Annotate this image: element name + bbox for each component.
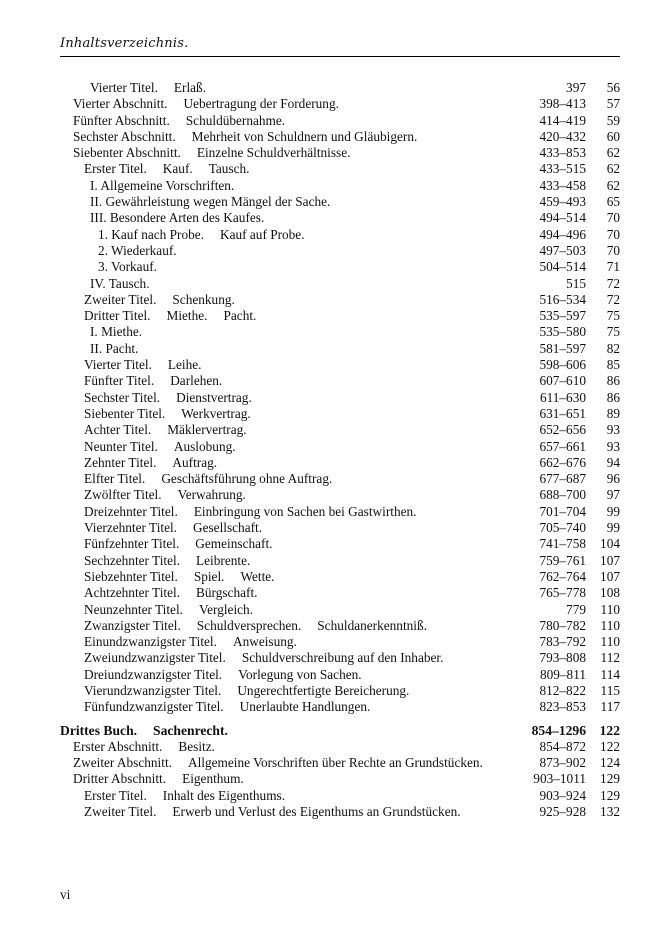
toc-entry-label-part: Werkvertrag. bbox=[181, 405, 251, 421]
toc-entry-label bbox=[60, 723, 496, 739]
toc-entry-label bbox=[98, 243, 496, 259]
toc-entry-paragraph-range: 925–928 bbox=[539, 804, 586, 820]
toc-entry bbox=[60, 788, 620, 804]
toc-entry-label bbox=[84, 161, 496, 177]
toc-entry-label-part: Erlaß. bbox=[173, 80, 207, 95]
toc-entry-label-part: Elfter Titel. bbox=[84, 471, 146, 487]
toc-entry-label-part: Kauf. bbox=[162, 161, 193, 177]
toc-entry bbox=[60, 259, 620, 275]
toc-entry-paragraph-range: 433–515 bbox=[539, 161, 586, 177]
toc-entry-paragraph-range: 652–656 bbox=[539, 422, 586, 438]
toc-entry-label bbox=[84, 602, 496, 618]
toc-entry-label-part: Fünfzehnter Titel. bbox=[84, 536, 180, 552]
toc-entry bbox=[60, 178, 620, 194]
toc-entry-label-part: Achter Titel. bbox=[84, 422, 152, 438]
toc-entry-paragraph-range: 631–651 bbox=[539, 405, 586, 421]
toc-entry-label bbox=[73, 755, 496, 771]
toc-entry-label bbox=[84, 553, 496, 569]
toc-entry-paragraph-range: 873–902 bbox=[539, 755, 586, 771]
toc-entry-page-number: 70 bbox=[606, 210, 620, 226]
toc-entry-label-part: II. Gewährleistung wegen Mängel der Sache. bbox=[90, 194, 331, 210]
toc-entry bbox=[60, 667, 620, 683]
toc-entry-page-number: 62 bbox=[606, 145, 620, 161]
toc-entry-paragraph-range: 780–782 bbox=[539, 617, 586, 633]
toc-entry bbox=[60, 292, 620, 308]
toc-entry-page-number: 99 bbox=[606, 520, 620, 536]
toc-entry-page-number: 96 bbox=[606, 471, 620, 487]
toc-entry-label-part: Bürgschaft. bbox=[196, 585, 258, 601]
toc-entry-label bbox=[73, 739, 496, 755]
toc-entry-label-part: Gesellschaft. bbox=[193, 520, 263, 536]
toc-entry-label bbox=[84, 308, 496, 324]
toc-entry-label-part: Zweiter Titel. bbox=[84, 291, 157, 307]
toc-entry-page-number: 124 bbox=[600, 755, 620, 771]
toc-entry-label bbox=[84, 390, 496, 406]
toc-entry-label-part: Vierter Titel. bbox=[90, 80, 158, 95]
toc-entry-page-number: 72 bbox=[606, 275, 620, 291]
toc-entry-label-part: Siebenter Abschnitt. bbox=[73, 145, 181, 161]
toc-entry-label bbox=[84, 471, 496, 487]
toc-entry-page-number: 97 bbox=[606, 487, 620, 503]
toc-entry-paragraph-range: 459–493 bbox=[539, 194, 586, 210]
toc-entry-label bbox=[73, 129, 496, 145]
toc-entry bbox=[60, 699, 620, 715]
toc-entry-label bbox=[84, 504, 496, 520]
toc-entry-label bbox=[73, 145, 496, 161]
toc-entry bbox=[60, 455, 620, 471]
toc-entry-label-part: Schuldanerkenntniß. bbox=[317, 617, 427, 633]
toc-entry-paragraph-range: 823–853 bbox=[539, 699, 586, 715]
toc-entry-label-part: Neunter Titel. bbox=[84, 438, 158, 454]
toc-entry-label bbox=[84, 455, 496, 471]
toc-entry-label-part: Erster Titel. bbox=[84, 161, 147, 177]
toc-entry-label bbox=[84, 634, 496, 650]
toc-entry-label-part: Achtzehnter Titel. bbox=[84, 585, 181, 601]
toc-entry bbox=[60, 487, 620, 503]
toc-entry-page-number: 93 bbox=[606, 422, 620, 438]
toc-entry-page-number: 107 bbox=[600, 568, 620, 584]
toc-entry-label bbox=[84, 683, 496, 699]
toc-entry-page-number: 89 bbox=[606, 405, 620, 421]
toc-entry-paragraph-range: 657–661 bbox=[539, 438, 586, 454]
toc-entry-label bbox=[90, 341, 496, 357]
toc-entry-label bbox=[90, 210, 496, 226]
toc-entry bbox=[60, 553, 620, 569]
toc-entry-paragraph-range: 762–764 bbox=[539, 568, 586, 584]
toc-entry-label bbox=[84, 373, 496, 389]
toc-entry bbox=[60, 683, 620, 699]
toc-entry-label-part: Leihe. bbox=[167, 357, 202, 373]
toc-entry-page-number: 117 bbox=[600, 699, 620, 715]
toc-entry-label-part: 2. Wiederkauf. bbox=[98, 242, 177, 258]
toc-entry-paragraph-range: 809–811 bbox=[539, 666, 586, 682]
toc-entry-label-part: I. Miethe. bbox=[90, 324, 143, 340]
toc-entry-page-number: 104 bbox=[600, 536, 620, 552]
toc-entry bbox=[60, 210, 620, 226]
toc-entry-paragraph-range: 611–630 bbox=[539, 389, 586, 405]
toc-entry bbox=[60, 536, 620, 552]
toc-entry-label-part: Zwölfter Titel. bbox=[84, 487, 162, 503]
toc-entry-paragraph-range: 793–808 bbox=[539, 650, 586, 666]
toc-entry-label-part: Eigenthum. bbox=[182, 771, 244, 787]
toc-entry bbox=[60, 308, 620, 324]
toc-entry-label-part: Kauf auf Probe. bbox=[219, 226, 305, 242]
toc-entry-paragraph-range: 433–458 bbox=[539, 177, 586, 193]
toc-entry-label-part: Gemeinschaft. bbox=[195, 536, 273, 552]
toc-entry-label-part: Zweiter Abschnitt. bbox=[73, 755, 172, 771]
toc-entry-page-number: 70 bbox=[606, 242, 620, 258]
toc-entry-label-part: Leibrente. bbox=[196, 552, 251, 568]
toc-entry-page-number: 57 bbox=[606, 96, 620, 112]
toc-entry-label-part: Darlehen. bbox=[170, 373, 223, 389]
toc-entry-paragraph-range: 398–413 bbox=[539, 96, 586, 112]
toc-entry-paragraph-range: 516–534 bbox=[539, 291, 586, 307]
toc-entry-page-number: 86 bbox=[606, 373, 620, 389]
toc-entry-label-part: Fünfundzwanzigster Titel. bbox=[84, 699, 224, 715]
toc-entry-page-number: 65 bbox=[606, 194, 620, 210]
toc-entry-label bbox=[84, 487, 496, 503]
toc-entry-label-part: Besitz. bbox=[178, 738, 215, 754]
toc-entry-page-number: 56 bbox=[606, 80, 620, 95]
toc-entry bbox=[60, 755, 620, 771]
toc-entry bbox=[60, 194, 620, 210]
toc-entry-paragraph-range: 854–872 bbox=[539, 738, 586, 754]
toc-entry-label-part: Pacht. bbox=[223, 308, 257, 324]
toc-entry-label-part: II. Pacht. bbox=[90, 340, 139, 356]
toc-entry-paragraph-range: 662–676 bbox=[539, 454, 586, 470]
toc-entry-label-part: Tausch. bbox=[208, 161, 250, 177]
toc-entry bbox=[60, 422, 620, 438]
toc-entry-label-part: Neunzehnter Titel. bbox=[84, 601, 183, 617]
toc-entry-label bbox=[84, 406, 496, 422]
toc-entry-page-number: 110 bbox=[600, 634, 620, 650]
toc-entry-paragraph-range: 903–1011 bbox=[533, 771, 586, 787]
toc-entry bbox=[60, 341, 620, 357]
toc-entry bbox=[60, 650, 620, 666]
toc-entry-label-part: Wette. bbox=[240, 568, 275, 584]
toc-entry-page-number: 107 bbox=[600, 552, 620, 568]
toc-entry-page-number: 94 bbox=[606, 454, 620, 470]
toc-entry bbox=[60, 569, 620, 585]
toc-entry-label-part: Vergleich. bbox=[198, 601, 254, 617]
toc-entry-label bbox=[90, 178, 496, 194]
toc-entry-label-part: Spiel. bbox=[193, 568, 225, 584]
toc-entry-label bbox=[84, 667, 496, 683]
toc-entry bbox=[60, 129, 620, 145]
toc-entry-page-number: 62 bbox=[606, 177, 620, 193]
toc-entry-page-number: 60 bbox=[606, 128, 620, 144]
table-of-contents bbox=[60, 80, 620, 820]
toc-entry-label-part: Zweiter Titel. bbox=[84, 804, 157, 820]
toc-entry-label-part: Drittes Buch. bbox=[60, 722, 138, 738]
toc-entry-page-number: 122 bbox=[600, 738, 620, 754]
toc-entry-paragraph-range: 779 bbox=[566, 601, 586, 617]
toc-entry-label bbox=[84, 536, 496, 552]
toc-entry-label bbox=[84, 699, 496, 715]
toc-entry-label-part: Siebzehnter Titel. bbox=[84, 568, 178, 584]
toc-entry bbox=[60, 804, 620, 820]
toc-entry-label-part: Auftrag. bbox=[172, 454, 218, 470]
toc-entry-label bbox=[90, 276, 496, 292]
toc-entry-page-number: 112 bbox=[600, 650, 620, 666]
toc-entry-label bbox=[84, 439, 496, 455]
toc-entry bbox=[60, 373, 620, 389]
header-rule bbox=[60, 56, 620, 57]
toc-entry-label-part: Mäklervertrag. bbox=[167, 422, 247, 438]
toc-entry bbox=[60, 618, 620, 634]
toc-entry-page-number: 85 bbox=[606, 357, 620, 373]
toc-entry-page-number: 59 bbox=[606, 112, 620, 128]
toc-entry bbox=[60, 406, 620, 422]
toc-entry bbox=[60, 227, 620, 243]
toc-entry bbox=[60, 276, 620, 292]
page-number: vi bbox=[60, 887, 71, 902]
toc-entry-label-part: Miethe. bbox=[166, 308, 208, 324]
toc-entry-label-part: Dienstvertrag. bbox=[176, 389, 252, 405]
toc-entry-paragraph-range: 759–761 bbox=[539, 552, 586, 568]
toc-entry-paragraph-range: 705–740 bbox=[539, 520, 586, 536]
toc-entry-paragraph-range: 433–853 bbox=[539, 145, 586, 161]
toc-entry-page-number: 71 bbox=[606, 259, 620, 275]
toc-entry-label-part: Zweiundzwanzigster Titel. bbox=[84, 650, 226, 666]
toc-entry-label-part: Sachenrecht. bbox=[153, 722, 228, 738]
toc-entry-label bbox=[84, 618, 496, 634]
toc-entry-label-part: 3. Vorkauf. bbox=[98, 259, 157, 275]
toc-entry bbox=[60, 96, 620, 112]
toc-entry-label-part: Zwanzigster Titel. bbox=[84, 617, 181, 633]
toc-entry bbox=[60, 585, 620, 601]
toc-entry-paragraph-range: 598–606 bbox=[539, 357, 586, 373]
toc-entry-page-number: 75 bbox=[606, 308, 620, 324]
toc-entry bbox=[60, 161, 620, 177]
toc-entry-paragraph-range: 741–758 bbox=[539, 536, 586, 552]
toc-entry bbox=[60, 520, 620, 536]
toc-entry-page-number: 110 bbox=[600, 601, 620, 617]
toc-entry-label-part: Unerlaubte Handlungen. bbox=[239, 699, 371, 715]
toc-entry-label-part: Dreizehnter Titel. bbox=[84, 503, 178, 519]
toc-entry-label-part: Dreiundzwanzigster Titel. bbox=[84, 666, 223, 682]
toc-entry-paragraph-range: 414–419 bbox=[539, 112, 586, 128]
toc-entry-label-part: Auslobung. bbox=[173, 438, 236, 454]
toc-entry-label-part: Schuldübernahme. bbox=[185, 112, 286, 128]
toc-entry-page-number: 115 bbox=[600, 682, 620, 698]
toc-entry-paragraph-range: 494–514 bbox=[539, 210, 586, 226]
toc-entry-label-part: Einzelne Schuldverhältnisse. bbox=[196, 145, 351, 161]
toc-entry-label-part: Fünfter Titel. bbox=[84, 373, 155, 389]
toc-entry-page-number: 108 bbox=[600, 585, 620, 601]
toc-entry-label-part: Vorlegung von Sachen. bbox=[238, 666, 362, 682]
toc-entry-page-number: 93 bbox=[606, 438, 620, 454]
toc-entry-page-number: 82 bbox=[606, 340, 620, 356]
toc-entry-label bbox=[84, 788, 496, 804]
toc-entry bbox=[60, 390, 620, 406]
toc-entry-label bbox=[84, 650, 496, 666]
toc-entry-paragraph-range: 504–514 bbox=[539, 259, 586, 275]
toc-entry-label-part: Sechster Abschnitt. bbox=[73, 128, 176, 144]
toc-entry bbox=[60, 471, 620, 487]
toc-entry bbox=[60, 739, 620, 755]
toc-entry-label bbox=[84, 585, 496, 601]
toc-entry-label-part: I. Allgemeine Vorschriften. bbox=[90, 177, 235, 193]
toc-entry-label-part: Geschäftsführung ohne Auftrag. bbox=[161, 471, 333, 487]
toc-entry-paragraph-range: 515 bbox=[566, 275, 586, 291]
toc-entry-label bbox=[90, 194, 496, 210]
toc-entry-label bbox=[84, 292, 496, 308]
toc-entry bbox=[60, 357, 620, 373]
toc-entry-label-part: Inhalt des Eigenthums. bbox=[162, 787, 286, 803]
toc-entry-page-number: 129 bbox=[600, 771, 620, 787]
toc-entry-page-number: 86 bbox=[606, 389, 620, 405]
toc-entry-label-part: Dritter Abschnitt. bbox=[73, 771, 167, 787]
toc-entry-label bbox=[84, 422, 496, 438]
toc-entry-label bbox=[98, 259, 496, 275]
toc-entry-paragraph-range: 677–687 bbox=[539, 471, 586, 487]
toc-entry-label-part: Erster Abschnitt. bbox=[73, 738, 163, 754]
toc-entry bbox=[60, 80, 620, 96]
toc-entry-label bbox=[90, 324, 496, 340]
toc-entry-label-part: IV. Tausch. bbox=[90, 275, 150, 291]
toc-entry bbox=[60, 324, 620, 340]
toc-entry-label-part: Verwahrung. bbox=[177, 487, 246, 503]
toc-entry-page-number: 99 bbox=[606, 503, 620, 519]
toc-entry-label-part: Schuldversprechen. bbox=[196, 617, 302, 633]
toc-entry-paragraph-range: 783–792 bbox=[539, 634, 586, 650]
toc-entry-paragraph-range: 535–597 bbox=[539, 308, 586, 324]
toc-entry bbox=[60, 602, 620, 618]
toc-entry-paragraph-range: 854–1296 bbox=[531, 722, 586, 738]
toc-entry-page-number: 75 bbox=[606, 324, 620, 340]
toc-entry-label bbox=[84, 357, 496, 373]
toc-entry-paragraph-range: 494–496 bbox=[539, 226, 586, 242]
toc-entry bbox=[60, 145, 620, 161]
toc-entry bbox=[60, 243, 620, 259]
toc-entry-label-part: Anweisung. bbox=[232, 634, 297, 650]
toc-entry-label-part: Zehnter Titel. bbox=[84, 454, 157, 470]
toc-entry-label-part: Vierundzwanzigster Titel. bbox=[84, 682, 222, 698]
toc-entry bbox=[60, 439, 620, 455]
toc-entry bbox=[60, 504, 620, 520]
toc-entry-label-part: Vierzehnter Titel. bbox=[84, 520, 177, 536]
toc-entry-paragraph-range: 688–700 bbox=[539, 487, 586, 503]
toc-entry-label-part: Erster Titel. bbox=[84, 787, 147, 803]
toc-entry bbox=[60, 723, 620, 739]
toc-entry-paragraph-range: 420–432 bbox=[539, 128, 586, 144]
toc-entry-page-number: 72 bbox=[606, 291, 620, 307]
toc-entry-paragraph-range: 812–822 bbox=[539, 682, 586, 698]
toc-entry-paragraph-range: 535–580 bbox=[539, 324, 586, 340]
toc-entry-label-part: Siebenter Titel. bbox=[84, 405, 166, 421]
toc-entry-label-part: Ungerechtfertigte Bereicherung. bbox=[237, 682, 410, 698]
toc-entry-paragraph-range: 765–778 bbox=[539, 585, 586, 601]
toc-entry-label-part: Vierter Abschnitt. bbox=[73, 96, 168, 112]
toc-entry-label-part: Schenkung. bbox=[172, 291, 235, 307]
toc-entry-paragraph-range: 903–924 bbox=[539, 787, 586, 803]
toc-entry-label-part: Vierter Titel. bbox=[84, 357, 152, 373]
toc-entry-label-part: Sechster Titel. bbox=[84, 389, 161, 405]
toc-entry-paragraph-range: 607–610 bbox=[539, 373, 586, 389]
toc-entry-label bbox=[84, 520, 496, 536]
toc-entry-label bbox=[84, 569, 496, 585]
toc-entry-label-part: 1. Kauf nach Probe. bbox=[98, 226, 204, 242]
toc-entry-label bbox=[98, 227, 496, 243]
toc-entry-label-part: Einundzwanzigster Titel. bbox=[84, 634, 217, 650]
toc-entry-label-part: Mehrheit von Schuldnern und Gläubigern. bbox=[191, 128, 418, 144]
toc-entry-page-number: 114 bbox=[600, 666, 620, 682]
toc-entry-page-number: 62 bbox=[606, 161, 620, 177]
toc-entry-label-part: Uebertragung der Forderung. bbox=[183, 96, 339, 112]
toc-entry-label-part: Sechzehnter Titel. bbox=[84, 552, 181, 568]
toc-entry-label bbox=[73, 96, 496, 112]
toc-entry-label bbox=[90, 80, 496, 96]
toc-entry-label-part: III. Besondere Arten des Kaufes. bbox=[90, 210, 265, 226]
toc-entry-paragraph-range: 701–704 bbox=[539, 503, 586, 519]
toc-entry-label-part: Fünfter Abschnitt. bbox=[73, 112, 170, 128]
toc-entry-paragraph-range: 581–597 bbox=[539, 340, 586, 356]
toc-entry-label-part: Allgemeine Vorschriften über Rechte an Grundstücken. bbox=[187, 755, 483, 771]
toc-entry-page-number: 70 bbox=[606, 226, 620, 242]
toc-entry bbox=[60, 634, 620, 650]
toc-entry-label-part: Dritter Titel. bbox=[84, 308, 151, 324]
toc-entry-paragraph-range: 397 bbox=[566, 80, 586, 95]
toc-entry-label-part: Erwerb und Verlust des Eigenthums an Grundstücken. bbox=[172, 804, 461, 820]
toc-entry-paragraph-range: 497–503 bbox=[539, 242, 586, 258]
running-head: Inhaltsverzeichnis. bbox=[60, 36, 189, 51]
toc-entry-label bbox=[73, 771, 496, 787]
toc-entry-page-number: 122 bbox=[599, 722, 620, 738]
toc-entry-page-number: 132 bbox=[600, 804, 620, 820]
toc-entry bbox=[60, 771, 620, 787]
toc-entry-page-number: 110 bbox=[600, 617, 620, 633]
toc-entry bbox=[60, 113, 620, 129]
toc-entry-label-part: Schuldverschreibung auf den Inhaber. bbox=[241, 650, 444, 666]
toc-entry-label bbox=[73, 113, 496, 129]
toc-entry-label bbox=[84, 804, 496, 820]
toc-entry-label-part: Einbringung von Sachen bei Gastwirthen. bbox=[193, 503, 417, 519]
toc-entry-page-number: 129 bbox=[600, 787, 620, 803]
